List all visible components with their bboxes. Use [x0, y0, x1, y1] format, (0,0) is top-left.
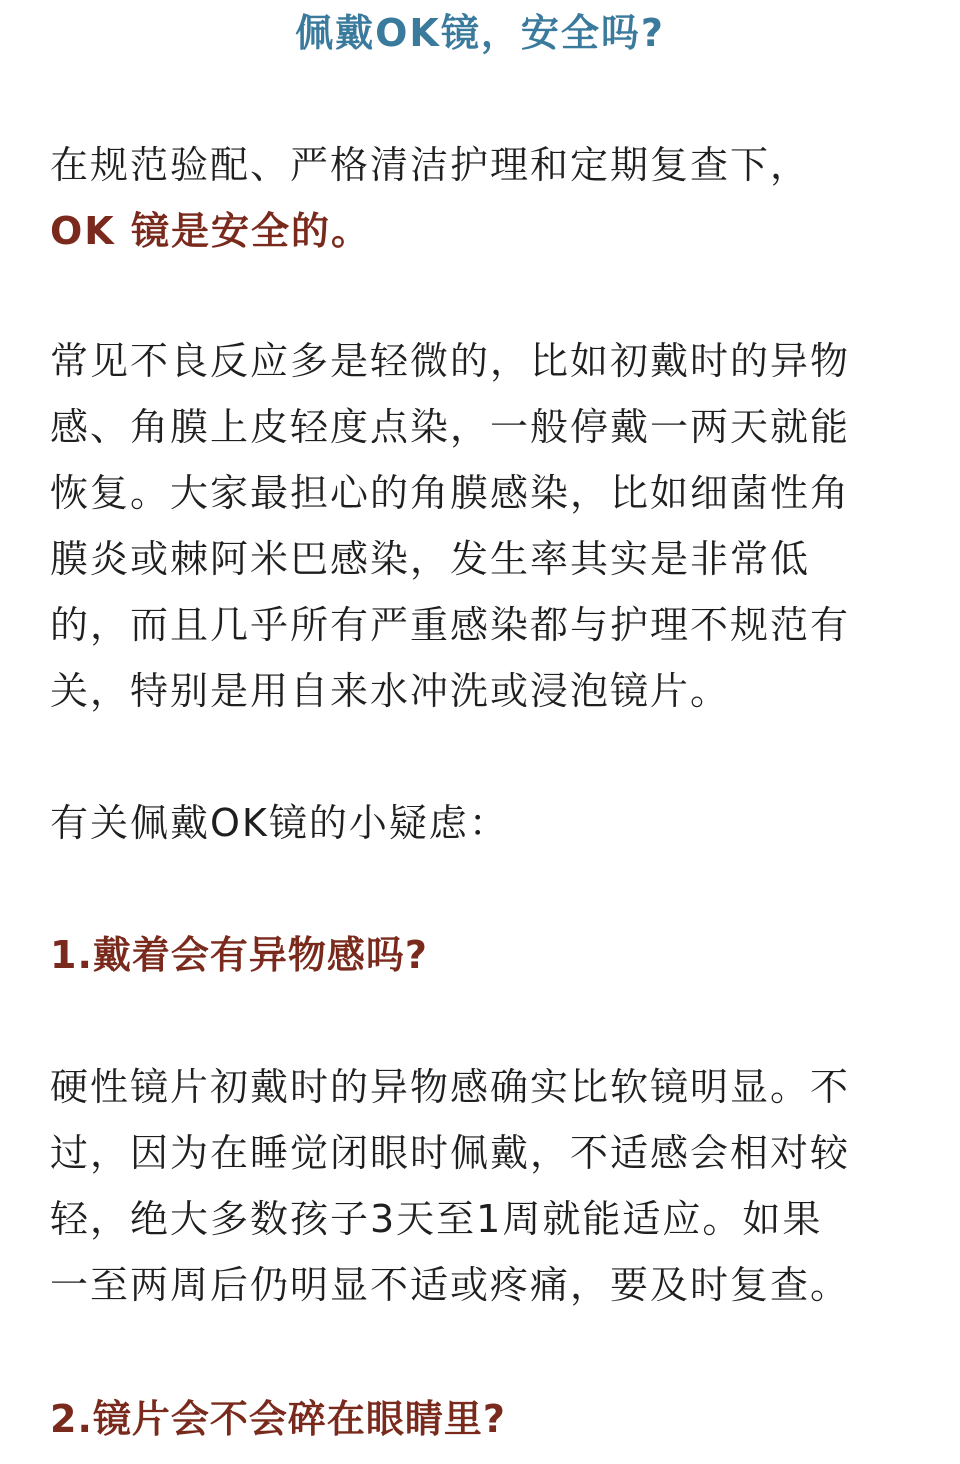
reactions-line: 常见不良反应多是轻微的，比如初戴时的异物 — [50, 339, 851, 383]
reactions-paragraph — [50, 328, 910, 724]
question-2-heading: 2.镜片会不会碎在眼睛里? — [50, 1397, 506, 1441]
reactions-line: 感、角膜上皮轻度点染，一般停戴一两天就能 — [50, 405, 851, 449]
reactions-line: 恢复。大家最担心的角膜感染，比如细菌性角 — [50, 471, 851, 515]
answer-1-line: 硬性镜片初戴时的异物感确实比软镜明显。不 — [50, 1065, 851, 1109]
article-title: 佩戴OK镜，安全吗? — [295, 11, 665, 55]
answer-1-paragraph — [50, 1054, 910, 1318]
answer-1-line: 轻，绝大多数孩子3天至1周就能适应。如果 — [50, 1197, 823, 1241]
intro-paragraph — [50, 132, 910, 264]
intro-line: 在规范验配、严格清洁护理和定期复查下， — [50, 143, 811, 187]
reactions-line: 关，特别是用自来水冲洗或浸泡镜片。 — [50, 669, 731, 713]
answer-1-line: 过，因为在睡觉闭眼时佩戴，不适感会相对较 — [50, 1131, 851, 1175]
concerns-intro: 有关佩戴OK镜的小疑虑： — [50, 801, 509, 845]
reactions-line: 的，而且几乎所有严重感染都与护理不规范有 — [50, 603, 851, 647]
question-1-heading: 1.戴着会有异物感吗? — [50, 933, 428, 977]
intro-emphasis: OK 镜是安全的。 — [50, 209, 371, 253]
answer-1-line: 一至两周后仍明显不适或疼痛，要及时复查。 — [50, 1263, 851, 1307]
reactions-line: 膜炎或棘阿米巴感染，发生率其实是非常低 — [50, 537, 811, 581]
